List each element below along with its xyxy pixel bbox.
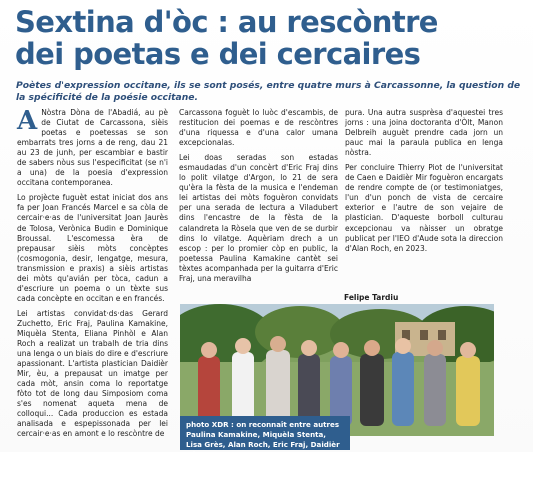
photo-caption: photo XDR : on reconnaît entre autres Paulina Kamakine, Miquèla Stenta, Lisa Grès, Alan Roch, Eric Fraj, Daidièr [180,416,350,450]
paragraph: Lo projècte fuguèt estat iniciat dos ans fa per Joan Francés Marcel e sa còla de cercair·e·as de l'universitat Joan Jaurès de Tolosa, Verònica Budin e Dominique Broussal. L'escomessa èra de prepausar sièis mòts concèptes (cosmogonia, desir, lengatge, mesura, transmission e praxis) a sièis artistas dei mòts qu'avián per tòca, cadun a d'escriure un poema o un tèxte sus cada concèpte en occitan e en francés. [17,193,168,303]
article-title [15,6,520,70]
paragraph: Per concluire Thierry Piot de l'universitat de Caen e Daidièr Mir foguèron encargats de rendre compte de (or testimoniatges, l'un d'un ponch de vista de cercaire exterior e l'autre de son vejaire de plastician. D'aqueste borboll culturau excepcionau va nàisser un obratge publicat per l'IEO d'Aude sota la direccion d'Alan Roch, en 2023. [345,163,503,253]
paragraph [17,108,168,188]
title-line-2: dei poetas e dei cercaires [15,37,421,71]
paragraph: Lei doas seradas son estadas esmaudadas d'un concèrt d'Eric Fraj dins lo polit vilatge d'Argon, lo 21 de sera qu'èra la fèsta de la musica e l'endeman lei artistas dei mòts foguèron convidats per una serada de lectura a Viladubert dins l'encastre de la fèsta de la calandreta la Ròsela que ven de se durbir dins lo vilatge. Aquèriam drech a un escop : per lo promier còp en public, la poetessa Paulina Kamakine cantèt sei tèxtes acompanhada per la guitarra d'Eric Fraj, una meravilha [179,153,338,283]
page-bottom-margin [0,452,533,481]
paragraph: Carcassona foguèt lo luòc d'escambis, de restitucion dei poemas e de rescòntres d'una riquessa e d'una calor umana excepcionalas. [179,108,338,148]
article-column-1 [17,108,168,445]
title-line-1: Sextina d'òc : au rescòntre [15,5,438,39]
paragraph-text: Nòstra Dòna de l'Abadiá, au pè de Ciutat de Carcassona, sièis poetas e poetessas se son embarrats tres jorns a de reng, dau 21 au 23 de junh, per escambiar e bastir de sabers nòus sus l'especificitat (se n'i a una) de la poesia d'expression occitana contemporanea. [17,108,168,188]
paragraph: Lei artistas convidat·ds·das Gerard Zuchetto, Eric Fraj, Paulina Kamakine, Miquèla Stenta, Eliana Pinhòl e Alan Roch a realizat un trabalh de tria dins una lenga o un biais do dire e d'escriure apassionant. L'artista plastician Daidièr Mir, èu, a prepausat un imatge per cada mòt, ansin coma lo reportatge fòto tot de long dau Simposiom coma s'es nomenat aqueta mena de colloqui... Cada produccion es estada analisada e espepissonada per lei cercair·e·as en amont e lo rescòntre de [17,308,168,439]
paragraph: pura. Una autra susprèsa d'aquestei tres jorns : una joina doctoranta d'Òlt, Manon Delbreih auguèt prendre cada jorn un pauc mai la paraula publica en lenga nòstra. [345,108,503,158]
article-column-2 [179,108,338,289]
article-column-3 [345,108,503,259]
drop-cap: A [17,106,38,136]
article-lead: Poètes d'expression occitane, ils se sont posés, entre quatre murs à Carcassonne, la question de la spécificité de la poésie occitane. [16,80,521,103]
author-signature: Felipe Tardiu [344,293,399,302]
